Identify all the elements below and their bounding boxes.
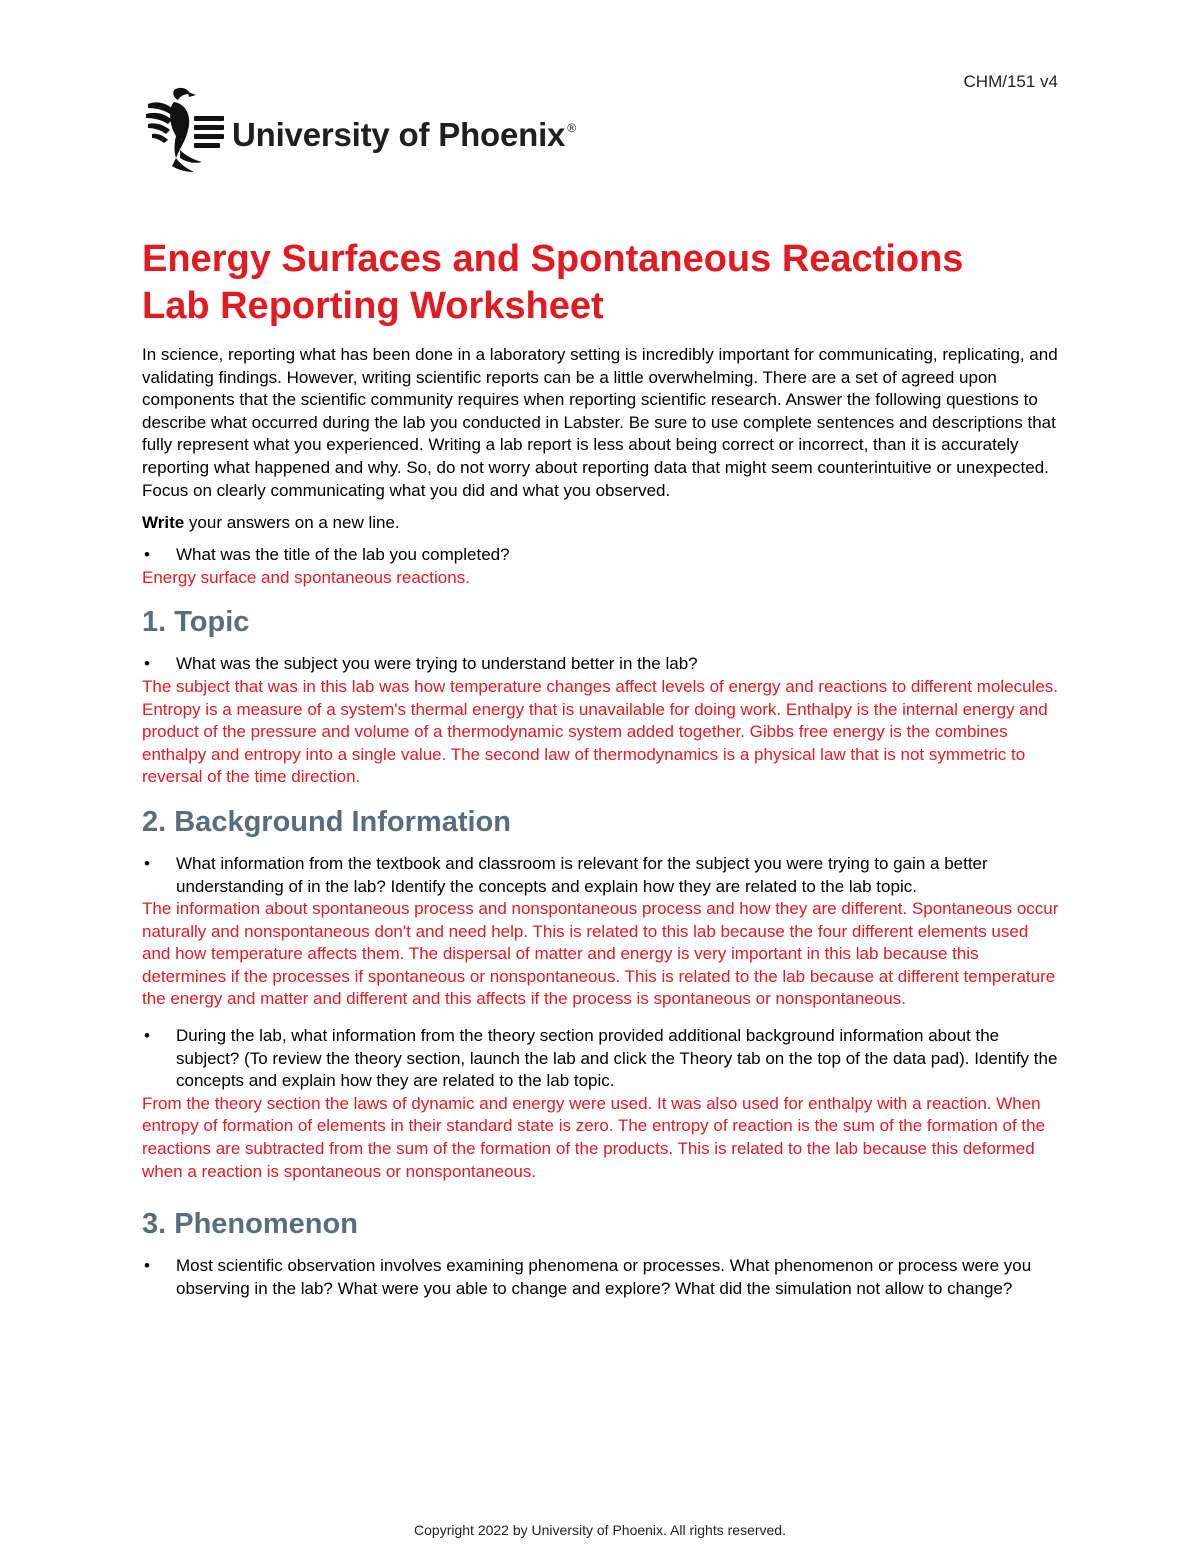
intro-paragraph: In science, reporting what has been done in a laboratory setting is incredibly important for communicating, replicating, and validating findings. However, writing scientific reports can be a little overwhelming. There are a set of agreed upon components that the scientific community requires when reporting scientific research. Answer the following questions to describe what occurred during the lab you conducted in Labster. Be sure to use complete sentences and descriptions that fully represent what you experienced. Writing a lab report is less about being correct or incorrect, than it is accurately reporting what happened and why. So, do not worry about reporting data that might seem counterintuitive or unexpected. Focus on clearly communicating what you did and what you observed. <box>142 345 1058 500</box>
bullet-icon: • <box>144 1026 150 1046</box>
section-heading-background: 2. Background Information <box>142 805 511 838</box>
section-heading-phenomenon: 3. Phenomenon <box>142 1208 358 1241</box>
copyright-footer: Copyright 2022 by University of Phoenix. All rights reserved. <box>414 1522 786 1538</box>
question-topic: • What was the subject you were trying to understand better in the lab? <box>142 653 1060 676</box>
answer-topic: The subject that was in this lab was how temperature changes affect levels of energy and reactions to different molecules. Entropy is a measure of a system's thermal energy that is unavailable for doing work. Enthalpy is the internal energy and product of the pressure and volume of a thermodynamic system added together. Gibbs free energy is the combines enthalpy and entropy into a single value. The second law of thermodynamics is a physical law that is not symmetric to reversal of the time direction. <box>142 676 1058 787</box>
instruction-rest: your answers on a new line. <box>184 513 400 533</box>
university-logo <box>144 86 576 176</box>
question-background-2: • During the lab, what information from the theory section provided additional background information about the subject? (To review the theory section, launch the lab and click the Theory tab on the top of the data pad). Identify the concepts and explain how they are related to the lab topic. <box>144 1026 1058 1091</box>
bullet-icon: • <box>144 853 150 873</box>
bullet-icon: • <box>144 545 150 565</box>
instruction-bold: Write <box>142 513 185 533</box>
answer-background-2: From the theory section the laws of dynamic and energy were used. It was also used for enthalpy with a reaction. When entropy of formation of elements in their standard state is zero. The entropy of reaction is the sum of the formation of the reactions are subtracted from the sum of the formation of the products. This is related to the lab because this deformed when a reaction is spontaneous or nonspontaneous. <box>142 1093 1046 1181</box>
page-title <box>142 236 1060 330</box>
answer-background-1: The information about spontaneous process and nonspontaneous process and how they are different. Spontaneous occur naturally and nonspontaneous don't and need help. This is related to this lab because the four different elements used and how temperature affects them. The dispersal of matter and energy is very important in this lab because this determines if the processes if spontaneous or nonspontaneous. This is related to the lab because at different temperature the energy and matter and different and this affects if the process is spontaneous or nonspontaneous. <box>142 899 1059 1009</box>
phoenix-logo-icon <box>144 86 226 176</box>
worksheet-content <box>142 236 1060 1300</box>
bullet-icon: • <box>144 654 150 674</box>
bullet-icon: • <box>144 1256 150 1276</box>
section-heading-topic: 1. Topic <box>142 606 250 639</box>
question-lab-title: • What was the title of the lab you completed? <box>142 544 1060 567</box>
university-name: University of Phoenix ® <box>232 116 576 153</box>
instruction-line <box>142 512 1060 534</box>
question-phenomenon: • Most scientific observation involves examining phenomena or processes. What phenomenon or process were you observing in the lab? What were you able to change and explore? What did the simulation not allow to change? <box>144 1256 1032 1298</box>
course-code: CHM/151 v4 <box>963 72 1058 91</box>
question-background-1: • What information from the textbook and classroom is relevant for the subject you were trying to gain a better understanding of in the lab? Identify the concepts and explain how they are related to the lab topic. <box>144 853 988 896</box>
registered-mark: ® <box>567 121 576 135</box>
title-line-2: Lab Reporting Worksheet <box>142 285 604 327</box>
title-line-1: Energy Surfaces and Spontaneous Reactions <box>142 238 964 280</box>
answer-lab-title: Energy surface and spontaneous reactions. <box>142 567 470 587</box>
